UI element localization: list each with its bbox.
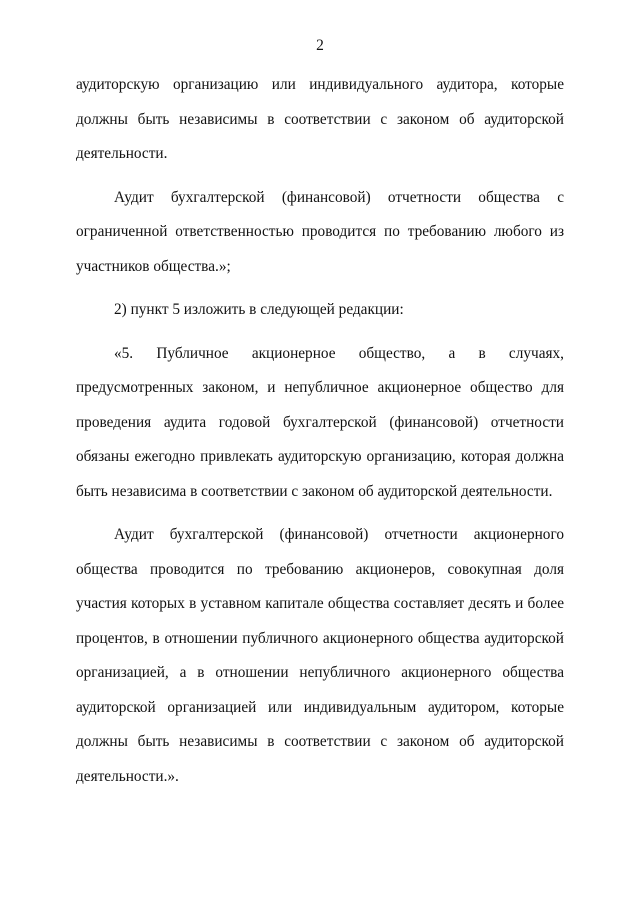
paragraph-audit-llc: Аудит бухгалтерской (финансовой) отчетности общества с ограниченной ответственностью проводится по требованию любого из участников общества.»; [76,188,564,275]
page-number: 2 [316,37,324,54]
paragraph-clause-5: «5. Публичное акционерное общество, а в случаях, предусмотренных законом, и непубличное акционерное общество для проведения аудита годовой бухгалтерской (финансовой) отчетности обязаны ежегодно привлекать аудиторскую организацию, которая должна быть независима в соответствии с законом об аудиторской деятельности. [76,344,564,500]
paragraph-audit-jsc: Аудит бухгалтерской (финансовой) отчетности акционерного общества проводится по требованию акционеров, совокупная доля участия которых в уставном капитале общества составляет десять и более процентов, в отношении публичного акционерного общества аудиторской организацией, а в отношении непубличного акционерного общества аудиторской организацией или индивидуальным аудитором, которые должны быть независимы в соответствии с законом об аудиторской деятельности.». [76,526,564,785]
paragraph-continuation: аудиторскую организацию или индивидуального аудитора, которые должны быть независимы в соответствии с законом об аудиторской деятельности. [76,76,564,162]
paragraph-item-2: 2) пункт 5 изложить в следующей редакции: [114,301,404,318]
document-body [76,68,564,803]
